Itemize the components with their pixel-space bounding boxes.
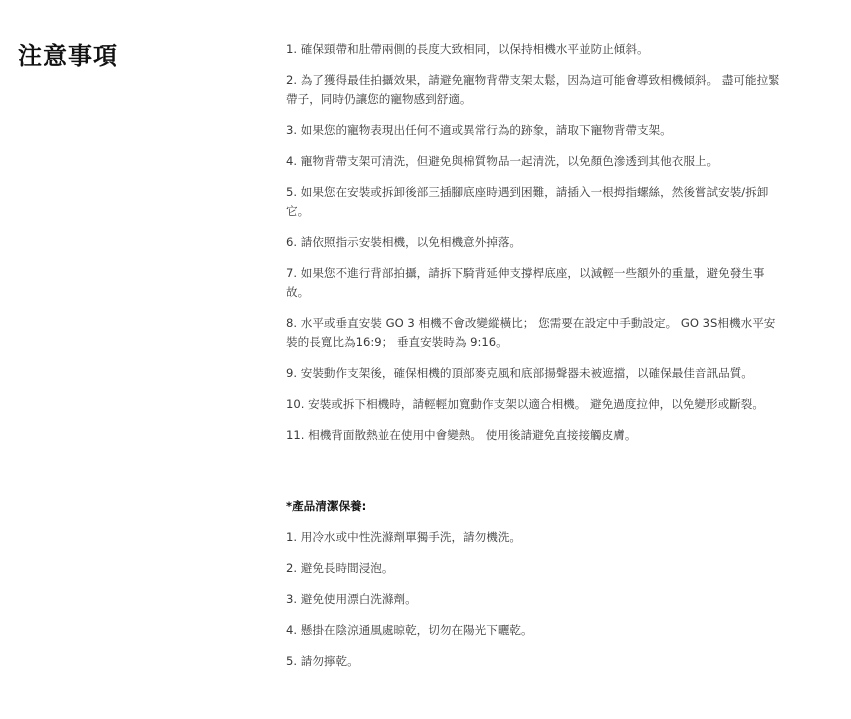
precaution-item: 8. 水平或垂直安裝 GO 3 相機不會改變縱橫比； 您需要在設定中手動設定。 GO 3S相機水平安裝的長寬比為16:9； 垂直安裝時為 9:16。 <box>286 316 776 349</box>
care-heading: *產品清潔保養: <box>286 499 367 513</box>
precaution-item: 7. 如果您不進行背部拍攝，請拆下騎背延伸支撐桿底座，以減輕一些額外的重量，避免發生事故。 <box>286 266 765 299</box>
care-item: 5. 請勿擰乾。 <box>286 654 359 668</box>
precaution-item: 5. 如果您在安裝或拆卸後部三插腳底座時遇到困難，請插入一根拇指螺絲，然後嘗試安裝/拆卸它。 <box>286 185 769 218</box>
precaution-item: 10. 安裝或拆下相機時，請輕輕加寬動作支架以適合相機。 避免過度拉伸，以免變形或斷裂。 <box>286 397 764 411</box>
precaution-item: 6. 請依照指示安裝相機，以免相機意外掉落。 <box>286 235 522 249</box>
precaution-item: 11. 相機背面散熱並在使用中會變熱。 使用後請避免直接接觸皮膚。 <box>286 428 637 442</box>
precaution-item: 2. 為了獲得最佳拍攝效果，請避免寵物背帶支架太鬆，因為這可能會導致相機傾斜。 盡可能拉緊帶子，同時仍讓您的寵物感到舒適。 <box>286 73 780 106</box>
precaution-item: 4. 寵物背帶支架可清洗，但避免與棉質物品一起清洗，以免顏色滲透到其他衣服上。 <box>286 154 719 168</box>
precautions-list <box>286 40 786 445</box>
precaution-item: 3. 如果您的寵物表現出任何不適或異常行為的跡象，請取下寵物背帶支架。 <box>286 123 672 137</box>
care-list <box>286 528 786 671</box>
care-item: 1. 用冷水或中性洗滌劑單獨手洗，請勿機洗。 <box>286 530 522 544</box>
care-item: 4. 懸掛在陰涼通風處晾乾，切勿在陽光下曬乾。 <box>286 623 533 637</box>
section-title: 注意事項 <box>18 42 118 70</box>
care-item: 3. 避免使用漂白洗滌劑。 <box>286 592 417 606</box>
precaution-item: 9. 安裝動作支架後，確保相機的頂部麥克風和底部揚聲器未被遮擋，以確保最佳音訊品質。 <box>286 366 753 380</box>
precaution-item: 1. 確保頸帶和肚帶兩側的長度大致相同，以保持相機水平並防止傾斜。 <box>286 42 649 56</box>
care-item: 2. 避免長時間浸泡。 <box>286 561 394 575</box>
notes-content <box>286 40 786 683</box>
